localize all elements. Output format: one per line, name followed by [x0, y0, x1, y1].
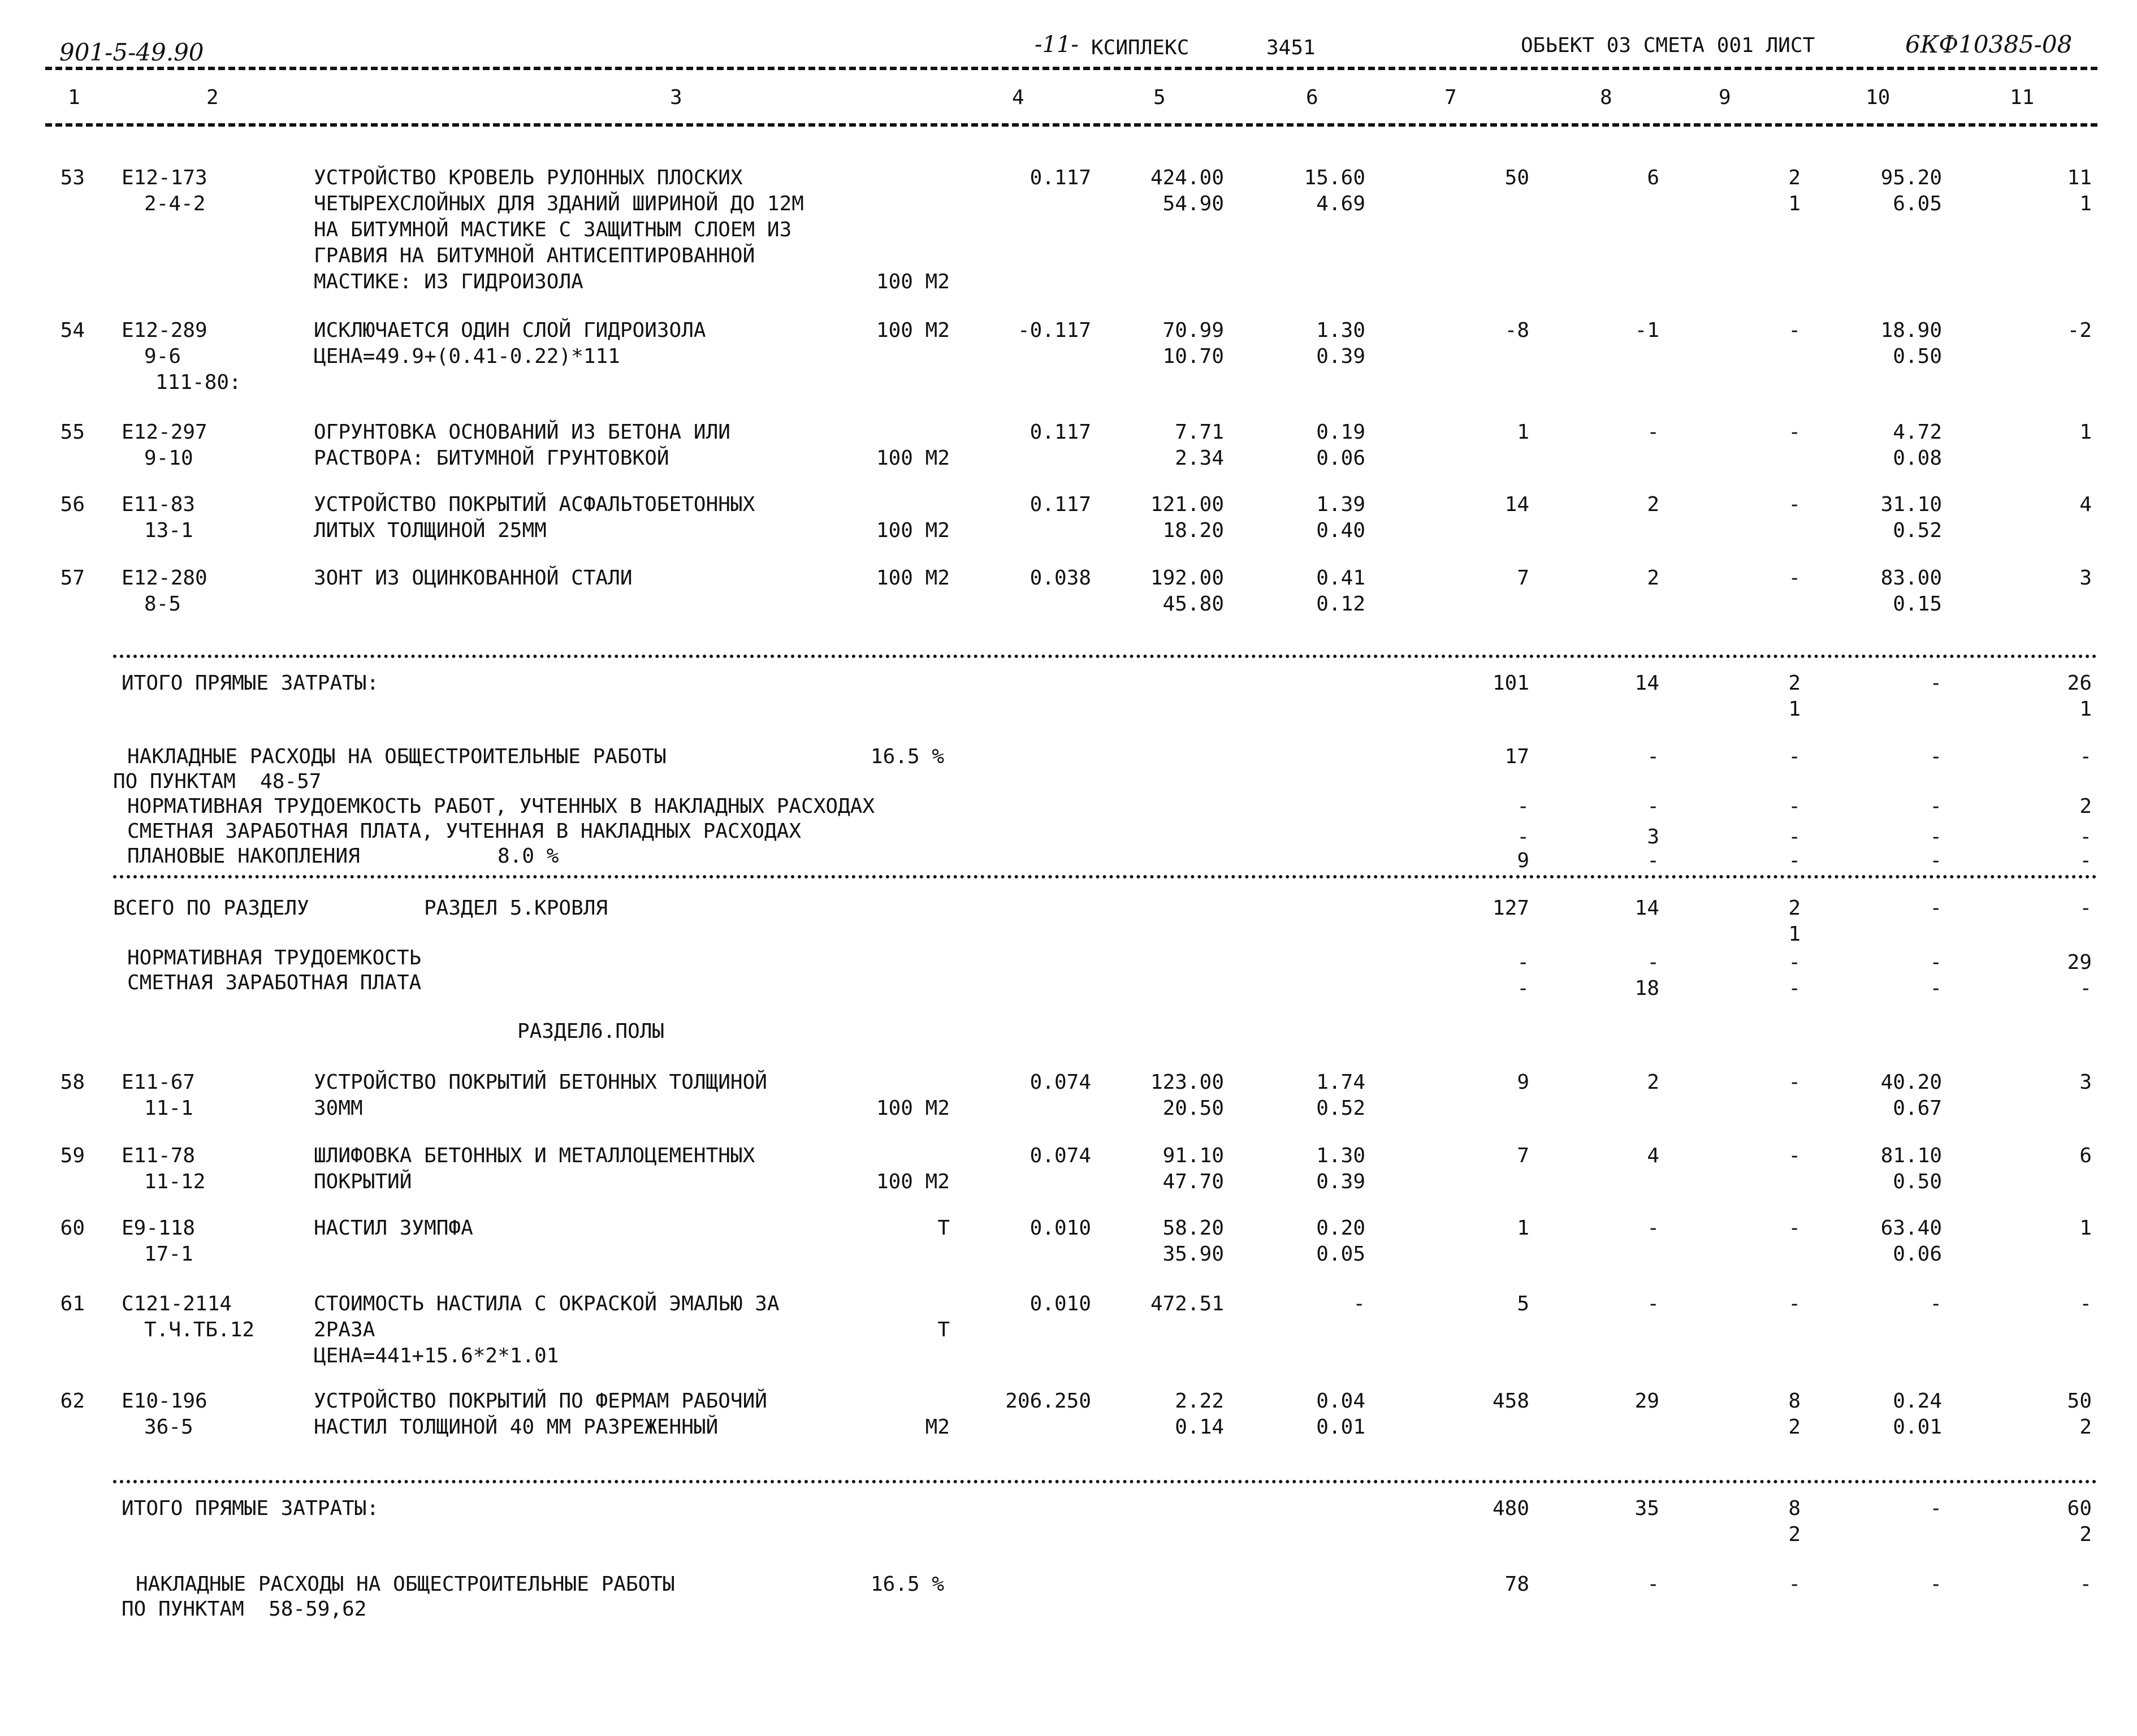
object-estimate-sheet: ОБЬЕКТ 03 СМЕТА 001 ЛИСТ — [1521, 34, 1815, 57]
norm-labor-c7: - — [1517, 951, 1529, 974]
item-c6-value: 1.30 — [1316, 319, 1365, 342]
item-c7-value: 7 — [1517, 566, 1529, 590]
doc-code: 901-5-49.90 — [59, 38, 204, 66]
item-c11-value: 4 — [2079, 493, 2092, 516]
item-description-line: ЛИТЫХ ТОЛЩИНОЙ 25ММ — [314, 519, 547, 542]
item-c10-value: 18.90 — [1880, 319, 1942, 342]
item-c10-value: 0.15 — [1893, 592, 1942, 616]
section-title: РАЗДЕЛ6.ПОЛЫ — [517, 1020, 665, 1043]
item-description-line: УСТРОЙСТВО ПОКРЫТИЙ АСФАЛЬТОБЕТОННЫХ — [314, 493, 755, 516]
item-c10-value: 0.06 — [1893, 1243, 1942, 1266]
wage-in-overhead-c11: - — [2079, 825, 2092, 848]
item-c11-value: 2 — [2079, 1415, 2092, 1439]
item-c9-value: 2 — [1788, 166, 1801, 189]
item-number: 56 — [60, 493, 85, 516]
item-c10-value: 0.50 — [1893, 1170, 1942, 1193]
item-description-line: УСТРОЙСТВО ПОКРЫТИЙ БЕТОННЫХ ТОЛЩИНОЙ — [314, 1071, 767, 1094]
item-code: 8-5 — [144, 592, 181, 616]
item-c7-value: 9 — [1517, 1071, 1529, 1094]
labor-in-overhead-c9: - — [1788, 795, 1801, 818]
item-description-line: 2РАЗА — [314, 1318, 375, 1341]
planned-savings-percent: 8.0 % — [498, 845, 559, 868]
item-c6-value: - — [1353, 1292, 1365, 1315]
norm-labor-c9: - — [1788, 951, 1801, 974]
item-c9-value: - — [1788, 319, 1801, 342]
item-c6-value: 0.01 — [1316, 1415, 1365, 1439]
item-c9-value: - — [1788, 566, 1801, 590]
item-number: 53 — [60, 166, 85, 189]
direct-costs-c7: 101 — [1492, 672, 1529, 695]
item-c5-value: 192.00 — [1150, 566, 1224, 590]
wage-in-overhead-c8: 3 — [1647, 825, 1659, 848]
item-quantity: 0.117 — [1029, 421, 1091, 444]
item-number: 54 — [60, 319, 85, 342]
item-description-line: ОГРУНТОВКА ОСНОВАНИЙ ИЗ БЕТОНА ИЛИ — [314, 421, 730, 444]
item-c9-value: 2 — [1788, 1415, 1801, 1439]
item-c5-value: 35.90 — [1162, 1243, 1224, 1266]
page-number: -11- — [1035, 32, 1079, 58]
item-c9-value: - — [1788, 1071, 1801, 1094]
planned-savings-c9: - — [1788, 849, 1801, 872]
item-c6-value: 1.30 — [1316, 1144, 1365, 1167]
item-number: 62 — [60, 1389, 85, 1413]
item-c6-value: 1.74 — [1316, 1071, 1365, 1094]
item-c6-value: 0.39 — [1316, 345, 1365, 368]
item-c5-value: 18.20 — [1162, 519, 1224, 542]
item-c7-value: -8 — [1504, 319, 1529, 342]
item-quantity: 0.074 — [1029, 1144, 1091, 1167]
item-quantity: 206.250 — [1005, 1389, 1091, 1413]
item-quantity: 0.038 — [1029, 566, 1091, 590]
section-total-c7: 127 — [1492, 897, 1529, 920]
item-c5-value: 10.70 — [1162, 345, 1224, 368]
item-c11-value: 1 — [2079, 192, 2092, 215]
column-number-1: 1 — [68, 86, 80, 109]
item-code: Е11-78 — [122, 1144, 196, 1167]
section-total-c9: 2 — [1788, 897, 1801, 920]
dotted-separator — [113, 875, 2097, 878]
labor-in-overhead-c7: - — [1517, 795, 1529, 818]
item-unit: 100 М2 — [876, 1170, 950, 1193]
direct-costs-c10: - — [1930, 672, 1942, 695]
column-number-5: 5 — [1153, 86, 1166, 109]
item-code: Е12-297 — [122, 421, 207, 444]
section-total-label: ВСЕГО ПО РАЗДЕЛУ — [113, 897, 309, 920]
item-code: Т.Ч.ТБ.12 — [144, 1318, 255, 1341]
item-c9-value: - — [1788, 493, 1801, 516]
estimated-wage-c10: - — [1930, 977, 1942, 1000]
labor-in-overhead-c11: 2 — [2079, 795, 2092, 818]
item-code: 9-10 — [144, 447, 193, 470]
item-c7-value: 1 — [1517, 1217, 1529, 1240]
item-c11-value: 3 — [2079, 1071, 2092, 1094]
overhead-items: ПО ПУНКТАМ 58-59,62 — [122, 1598, 367, 1621]
item-unit: М2 — [925, 1415, 950, 1439]
item-code: Е11-67 — [122, 1071, 196, 1094]
column-number-11: 11 — [2010, 86, 2035, 109]
direct-costs-c11: 1 — [2079, 698, 2092, 721]
item-quantity: 0.117 — [1029, 493, 1091, 516]
wage-in-overhead-c10: - — [1930, 825, 1942, 848]
item-c5-value: 20.50 — [1162, 1097, 1224, 1120]
direct-costs-c11: 26 — [2067, 672, 2092, 695]
item-c5-value: 7.71 — [1175, 421, 1224, 444]
direct-costs-c11: 60 — [2067, 1497, 2092, 1520]
item-description-line: ПОКРЫТИЙ — [314, 1170, 412, 1193]
item-c11-value: 11 — [2067, 166, 2092, 189]
item-code: 13-1 — [144, 519, 193, 542]
item-c7-value: 5 — [1517, 1292, 1529, 1315]
estimated-wage-c7: - — [1517, 977, 1529, 1000]
item-c11-value: 3 — [2079, 566, 2092, 590]
item-c6-value: 0.39 — [1316, 1170, 1365, 1193]
item-c6-value: 0.19 — [1316, 421, 1365, 444]
item-description-line: УСТРОЙСТВО ПОКРЫТИЙ ПО ФЕРМАМ РАБОЧИЙ — [314, 1389, 767, 1413]
item-c6-value: 0.40 — [1316, 519, 1365, 542]
item-c7-value: 50 — [1504, 166, 1529, 189]
direct-costs-c8: 35 — [1634, 1497, 1659, 1520]
direct-costs-c9: 1 — [1788, 698, 1801, 721]
item-code: 11-12 — [144, 1170, 206, 1193]
item-c10-value: - — [1930, 1292, 1942, 1315]
item-c9-value: - — [1788, 1217, 1801, 1240]
overhead-c8: - — [1647, 745, 1659, 768]
item-description-line: 30ММ — [314, 1097, 363, 1120]
item-c6-value: 15.60 — [1304, 166, 1365, 189]
planned-savings-label: ПЛАНОВЫЕ НАКОПЛЕНИЯ — [127, 845, 360, 868]
column-number-8: 8 — [1600, 86, 1612, 109]
item-c6-value: 0.52 — [1316, 1097, 1365, 1120]
overhead-c11: - — [2079, 745, 2092, 768]
item-description-line: ЦЕНА=441+15.6*2*1.01 — [314, 1344, 559, 1367]
item-c5-value: 2.22 — [1175, 1389, 1224, 1413]
item-c10-value: 0.52 — [1893, 519, 1942, 542]
planned-savings-c8: - — [1647, 849, 1659, 872]
column-number-10: 10 — [1866, 86, 1891, 109]
item-description-line: РАСТВОРА: БИТУМНОЙ ГРУНТОВКОЙ — [314, 447, 669, 470]
item-c10-value: 81.10 — [1880, 1144, 1942, 1167]
item-c11-value: -2 — [2067, 319, 2092, 342]
item-c5-value: 0.14 — [1175, 1415, 1224, 1439]
item-c6-value: 1.39 — [1316, 493, 1365, 516]
item-code: 36-5 — [144, 1415, 193, 1439]
item-number: 58 — [60, 1071, 85, 1094]
estimated-wage-c9: - — [1788, 977, 1801, 1000]
item-description-line: ЦЕНА=49.9+(0.41-0.22)*111 — [314, 345, 620, 368]
item-unit: 100 М2 — [876, 519, 950, 542]
item-c8-value: 29 — [1634, 1389, 1659, 1413]
item-c5-value: 70.99 — [1162, 319, 1224, 342]
item-description-line: ЧЕТЫРЕХСЛОЙНЫХ ДЛЯ ЗДАНИЙ ШИРИНОЙ ДО 12М — [314, 192, 804, 215]
direct-costs-c11: 2 — [2079, 1523, 2092, 1546]
item-c10-value: 95.20 — [1880, 166, 1942, 189]
column-number-7: 7 — [1444, 86, 1457, 109]
item-c5-value: 424.00 — [1150, 166, 1224, 189]
item-unit: 100 М2 — [876, 319, 950, 342]
item-number: 57 — [60, 566, 85, 590]
overhead-label: НАКЛАДНЫЕ РАСХОДЫ НА ОБЩЕСТРОИТЕЛЬНЫЕ РАБОТЫ — [127, 745, 667, 768]
item-c5-value: 54.90 — [1162, 192, 1224, 215]
item-quantity: 0.010 — [1029, 1292, 1091, 1315]
overhead-c9: - — [1788, 745, 1801, 768]
section-total-c11: - — [2079, 897, 2092, 920]
item-unit: Т — [937, 1217, 950, 1240]
item-c5-value: 58.20 — [1162, 1217, 1224, 1240]
direct-costs-label: ИТОГО ПРЯМЫЕ ЗАТРАТЫ: — [122, 672, 379, 695]
overhead-items: ПО ПУНКТАМ 48-57 — [113, 770, 322, 793]
item-c6-value: 0.06 — [1316, 447, 1365, 470]
item-code: Е12-280 — [122, 566, 207, 590]
item-number: 60 — [60, 1217, 85, 1240]
direct-costs-label: ИТОГО ПРЯМЫЕ ЗАТРАТЫ: — [122, 1497, 379, 1520]
item-description-line: НА БИТУМНОЙ МАСТИКЕ С ЗАЩИТНЫМ СЛОЕМ ИЗ — [314, 218, 792, 241]
item-description-line: ГРАВИЯ НА БИТУМНОЙ АНТИСЕПТИРОВАННОЙ — [314, 244, 755, 267]
wage-in-overhead-c7: - — [1517, 825, 1529, 848]
column-number-9: 9 — [1719, 86, 1731, 109]
item-unit: 100 М2 — [876, 566, 950, 590]
complex-number: 3451 — [1266, 36, 1316, 59]
item-c8-value: - — [1647, 1217, 1659, 1240]
overhead-c7: 78 — [1504, 1573, 1529, 1596]
item-number: 59 — [60, 1144, 85, 1167]
dotted-separator — [113, 655, 2097, 658]
item-c9-value: 8 — [1788, 1389, 1801, 1413]
section-total-c9: 1 — [1788, 923, 1801, 946]
item-c11-value: 1 — [2079, 1217, 2092, 1240]
item-c8-value: - — [1647, 1292, 1659, 1315]
overhead-c7: 17 — [1504, 745, 1529, 768]
estimated-wage-c8: 18 — [1634, 977, 1659, 1000]
overhead-label: НАКЛАДНЫЕ РАСХОДЫ НА ОБЩЕСТРОИТЕЛЬНЫЕ РАБОТЫ — [136, 1573, 675, 1596]
wage-in-overhead-label: СМЕТНАЯ ЗАРАБОТНАЯ ПЛАТА, УЧТЕННАЯ В НАКЛАДНЫХ РАСХОДАХ — [127, 820, 802, 843]
item-c8-value: -1 — [1634, 319, 1659, 342]
norm-labor-c11: 29 — [2067, 951, 2092, 974]
item-description-line: НАСТИЛ ТОЛЩИНОЙ 40 ММ РАЗРЕЖЕННЫЙ — [314, 1415, 719, 1439]
item-c8-value: - — [1647, 421, 1659, 444]
overhead-c10: - — [1930, 1573, 1942, 1596]
item-c7-value: 458 — [1492, 1389, 1529, 1413]
item-code: Е9-118 — [122, 1217, 196, 1240]
labor-in-overhead-c8: - — [1647, 795, 1659, 818]
section-total-c8: 14 — [1634, 897, 1659, 920]
item-c5-value: 472.51 — [1150, 1292, 1224, 1315]
planned-savings-c7: 9 — [1517, 849, 1529, 872]
column-number-3: 3 — [670, 86, 682, 109]
item-c5-value: 45.80 — [1162, 592, 1224, 616]
item-c9-value: - — [1788, 1292, 1801, 1315]
item-c8-value: 2 — [1647, 566, 1659, 590]
sheet-code: 6КФ10385-08 — [1905, 31, 2073, 58]
item-code: 17-1 — [144, 1243, 193, 1266]
column-number-6: 6 — [1306, 86, 1318, 109]
item-c10-value: 0.50 — [1893, 345, 1942, 368]
item-quantity: -0.117 — [1017, 319, 1091, 342]
item-c11-value: 50 — [2067, 1389, 2092, 1413]
item-unit: Т — [937, 1318, 950, 1341]
item-number: 61 — [60, 1292, 85, 1315]
item-code: 9-6 — [144, 345, 181, 368]
item-description-line: ШЛИФОВКА БЕТОННЫХ И МЕТАЛЛОЦЕМЕНТНЫХ — [314, 1144, 755, 1167]
item-code: 111-80: — [155, 371, 241, 394]
item-code: Е12-289 — [122, 319, 207, 342]
item-code: Е12-173 — [122, 166, 207, 189]
item-c11-value: 1 — [2079, 421, 2092, 444]
estimated-wage-c11: - — [2079, 977, 2092, 1000]
item-number: 55 — [60, 421, 85, 444]
direct-costs-c9: 2 — [1788, 672, 1801, 695]
item-c5-value: 123.00 — [1150, 1071, 1224, 1094]
direct-costs-c9: 8 — [1788, 1497, 1801, 1520]
item-c6-value: 0.04 — [1316, 1389, 1365, 1413]
item-c7-value: 1 — [1517, 421, 1529, 444]
item-c10-value: 83.00 — [1880, 566, 1942, 590]
overhead-c10: - — [1930, 745, 1942, 768]
item-c6-value: 0.41 — [1316, 566, 1365, 590]
item-description-line: МАСТИКЕ: ИЗ ГИДРОИЗОЛА — [314, 270, 583, 293]
norm-labor-c10: - — [1930, 951, 1942, 974]
item-c10-value: 40.20 — [1880, 1071, 1942, 1094]
overhead-c9: - — [1788, 1573, 1801, 1596]
item-description-line: ИСКЛЮЧАЕТСЯ ОДИН СЛОЙ ГИДРОИЗОЛА — [314, 319, 706, 342]
item-c10-value: 31.10 — [1880, 493, 1942, 516]
item-quantity: 0.074 — [1029, 1071, 1091, 1094]
header-rule — [45, 123, 2097, 127]
item-c8-value: 4 — [1647, 1144, 1659, 1167]
item-unit: 100 М2 — [876, 270, 950, 293]
item-c10-value: 0.24 — [1893, 1389, 1942, 1413]
overhead-c11: - — [2079, 1573, 2092, 1596]
top-rule — [45, 67, 2097, 70]
overhead-percent: 16.5 % — [871, 1573, 945, 1596]
dotted-separator — [113, 1480, 2097, 1483]
estimated-wage-label: СМЕТНАЯ ЗАРАБОТНАЯ ПЛАТА — [127, 971, 422, 994]
item-code: Е11-83 — [122, 493, 196, 516]
item-description-line: ЗОНТ ИЗ ОЦИНКОВАННОЙ СТАЛИ — [314, 566, 633, 590]
planned-savings-c11: - — [2079, 849, 2092, 872]
overhead-c8: - — [1647, 1573, 1659, 1596]
item-c10-value: 0.08 — [1893, 447, 1942, 470]
item-c5-value: 47.70 — [1162, 1170, 1224, 1193]
item-c10-value: 6.05 — [1893, 192, 1942, 215]
column-number-2: 2 — [206, 86, 219, 109]
labor-in-overhead-label: НОРМАТИВНАЯ ТРУДОЕМКОСТЬ РАБОТ, УЧТЕННЫХ В НАКЛАДНЫХ РАСХОДАХ — [127, 795, 875, 818]
column-number-4: 4 — [1012, 86, 1024, 109]
item-c11-value: 6 — [2079, 1144, 2092, 1167]
item-c9-value: 1 — [1788, 192, 1801, 215]
item-c7-value: 14 — [1504, 493, 1529, 516]
item-c10-value: 63.40 — [1880, 1217, 1942, 1240]
norm-labor-c8: - — [1647, 951, 1659, 974]
item-description-line: НАСТИЛ ЗУМПФА — [314, 1217, 473, 1240]
item-description-line: СТОИМОСТЬ НАСТИЛА С ОКРАСКОЙ ЭМАЛЬЮ ЗА — [314, 1292, 780, 1315]
item-unit: 100 М2 — [876, 447, 950, 470]
item-c6-value: 0.20 — [1316, 1217, 1365, 1240]
item-description-line: УСТРОЙСТВО КРОВЕЛЬ РУЛОННЫХ ПЛОСКИХ — [314, 166, 743, 189]
item-c6-value: 0.12 — [1316, 592, 1365, 616]
direct-costs-c9: 2 — [1788, 1523, 1801, 1546]
direct-costs-c10: - — [1930, 1497, 1942, 1520]
planned-savings-c10: - — [1930, 849, 1942, 872]
item-c8-value: 6 — [1647, 166, 1659, 189]
item-code: С121-2114 — [122, 1292, 232, 1315]
item-code: Е10-196 — [122, 1389, 207, 1413]
direct-costs-c7: 480 — [1492, 1497, 1529, 1520]
complex-label: КСИПЛЕКС — [1091, 36, 1189, 59]
item-c5-value: 2.34 — [1175, 447, 1224, 470]
item-c6-value: 0.05 — [1316, 1243, 1365, 1266]
item-c6-value: 4.69 — [1316, 192, 1365, 215]
item-c11-value: - — [2079, 1292, 2092, 1315]
item-c7-value: 7 — [1517, 1144, 1529, 1167]
direct-costs-c8: 14 — [1634, 672, 1659, 695]
section-total-c10: - — [1930, 897, 1942, 920]
item-c9-value: - — [1788, 1144, 1801, 1167]
section-total-name: РАЗДЕЛ 5.КРОВЛЯ — [424, 897, 608, 920]
item-c9-value: - — [1788, 421, 1801, 444]
item-code: 2-4-2 — [144, 192, 206, 215]
item-c10-value: 4.72 — [1893, 421, 1942, 444]
item-quantity: 0.117 — [1029, 166, 1091, 189]
labor-in-overhead-c10: - — [1930, 795, 1942, 818]
item-c8-value: 2 — [1647, 493, 1659, 516]
norm-labor-label: НОРМАТИВНАЯ ТРУДОЕМКОСТЬ — [127, 946, 422, 969]
item-c10-value: 0.01 — [1893, 1415, 1942, 1439]
item-c8-value: 2 — [1647, 1071, 1659, 1094]
item-code: 11-1 — [144, 1097, 193, 1120]
overhead-percent: 16.5 % — [871, 745, 945, 768]
item-c5-value: 91.10 — [1162, 1144, 1224, 1167]
item-quantity: 0.010 — [1029, 1217, 1091, 1240]
item-unit: 100 М2 — [876, 1097, 950, 1120]
item-c5-value: 121.00 — [1150, 493, 1224, 516]
item-c10-value: 0.67 — [1893, 1097, 1942, 1120]
wage-in-overhead-c9: - — [1788, 825, 1801, 848]
